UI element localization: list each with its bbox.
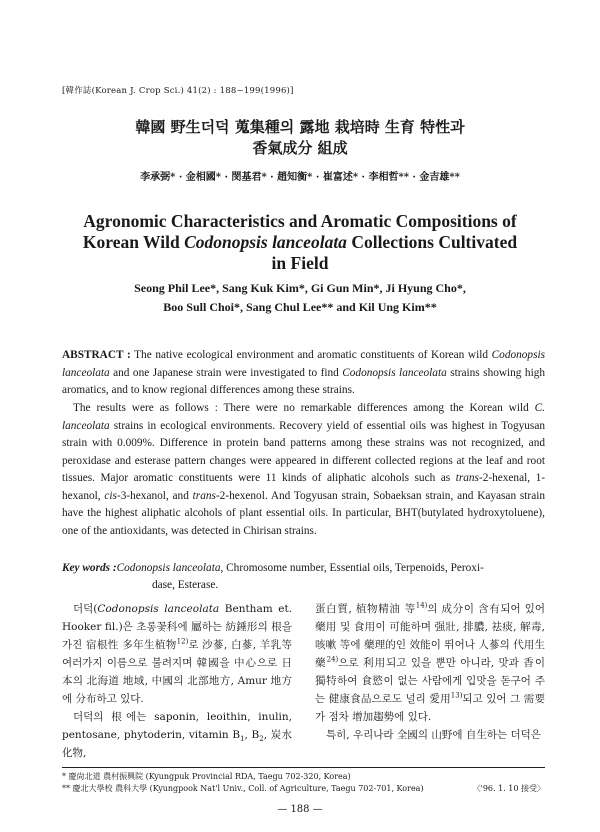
footnote-affiliation-1: * 慶尙北道 農村振興院 (Kyungpuk Provincial RDA, Taegu 702-320, Korea) xyxy=(62,772,351,781)
abstract-paragraph-1: ABSTRACT : The native ecological environment and aromatic constituents of Korean wild Codonopsis lanceolata and one Japanese strain were investigated to find Codonopsis lanceolata strains showing high aromatics, and to know regional differences among these strains. xyxy=(62,349,545,396)
footnote-affiliation-2: ** 慶北大學校 農科大學 (Kyungpook Nat'l Univ., Coll. of Agriculture, Taegu 702-701, Korea) 〈'96. 1. 10 接受〉 xyxy=(62,784,545,793)
english-title-line-1: Agronomic Characteristics and Aromatic Compositions of xyxy=(83,211,517,231)
page-number: — 188 — xyxy=(277,804,323,815)
korean-title-line-2: 香氣成分 組成 xyxy=(252,139,348,157)
korean-authors: 李承弼* · 金相國* · 閔基君* · 趙知衡* · 崔富述* · 李相哲** · 金吉雄** xyxy=(140,172,460,183)
body-paragraph: 더덕의 根에는 saponin, leoithin, inulin, pentosane, phytoderin, vitamin $B_1$, $B_2$, 炭水化物, xyxy=(62,711,292,759)
received-date: 〈'96. 1. 10 接受〉 xyxy=(472,784,545,793)
body-left-column xyxy=(62,600,292,762)
body-paragraph: 특히, 우리나라 全國의 山野에 自生하는 더덕은 xyxy=(326,729,541,741)
english-title-line-3: in Field xyxy=(271,253,329,273)
english-authors-line-2: Boo Sull Choi*, Sang Chul Lee** and Kil Ung Kim** xyxy=(163,300,437,314)
body-paragraph: 蛋白質, 植物精油 等$^{14)}$의 成分이 含有되어 있어 藥用 및 食用이 可能하며 强壯, 排膿, 祛痰, 解毒, 咳嗽 等에 藥理的인 效能이 뛰어나 人蔘의 代用生藥$^{24)}$으로 利用되고 있을 뿐만 아니라, 맛과 香이 獨特하여 食慾이 없는 사람에게 입맛을 돋구어 주는 健康食品으로도 널리 愛用$^{13)}$되고 있어 그 需要가 점차 增加趨勢에 있다. xyxy=(315,601,546,723)
footnote-divider xyxy=(62,767,545,768)
abstract-label: ABSTRACT : xyxy=(62,349,131,361)
abstract-paragraph-2: The results were as follows : There were no remarkable differences among the Korean wild C. lanceolata strains in ecological environments. Recovery yield of essential oils was highest in Togyusan strain with 0.009%. Difference in protein band patterns among these strains was not recognized, and peroxidase and esterase pattern changes were appeared in different collected regions at the leaf and root tissues. Major aromatic constituents were 11 kinds of aliphatic alcohols such as trans-2-hexenal, 1-hexanol, cis-3-hexanol, and trans-2-hexenol. And Togyusan strain, Sobaeksan strain, and Kayasan strain have the highest aliphatic alcohols of plant essential oils. In particular, BHT(butylated hydroxytoluene), one of the antioxidants, was detected in Chirisan strains. xyxy=(62,402,545,537)
keywords: Key words :Codonopsis lanceolata, Chromosome number, Essential oils, Terpenoids, Peroxi- dase, Esterase. xyxy=(62,562,484,591)
english-authors-line-1: Seong Phil Lee*, Sang Kuk Kim*, Gi Gun Min*, Ji Hyung Cho*, xyxy=(134,281,466,295)
journal-reference: [韓作誌(Korean J. Crop Sci.) 41(2) : 188~199(1996)] xyxy=(62,86,294,96)
body-right-column xyxy=(315,600,545,744)
korean-title-line-1: 韓國 野生더덕 蒐集種의 露地 栽培時 生育 特性과 xyxy=(135,118,465,136)
body-paragraph: 더덕(Codonopsis lanceolata Bentham et. Hooker fil.)은 초롱꽃科에 屬하는 紡錘形의 根을 가진 宿根性 多年生植物$^{12)}$로 沙蔘, 白蔘, 羊乳等 여러가지 이름으로 불려지며 韓國을 中心으로 日本의 北海道 地域, 中國의 北部地方, Amur 地方에 分布하고 있다. xyxy=(62,603,292,705)
keywords-label: Key words : xyxy=(62,562,117,574)
species-name: Codonopsis lanceolata xyxy=(184,232,347,252)
english-title-line-2: Korean Wild Codonopsis lanceolata Collections Cultivated xyxy=(82,232,518,252)
